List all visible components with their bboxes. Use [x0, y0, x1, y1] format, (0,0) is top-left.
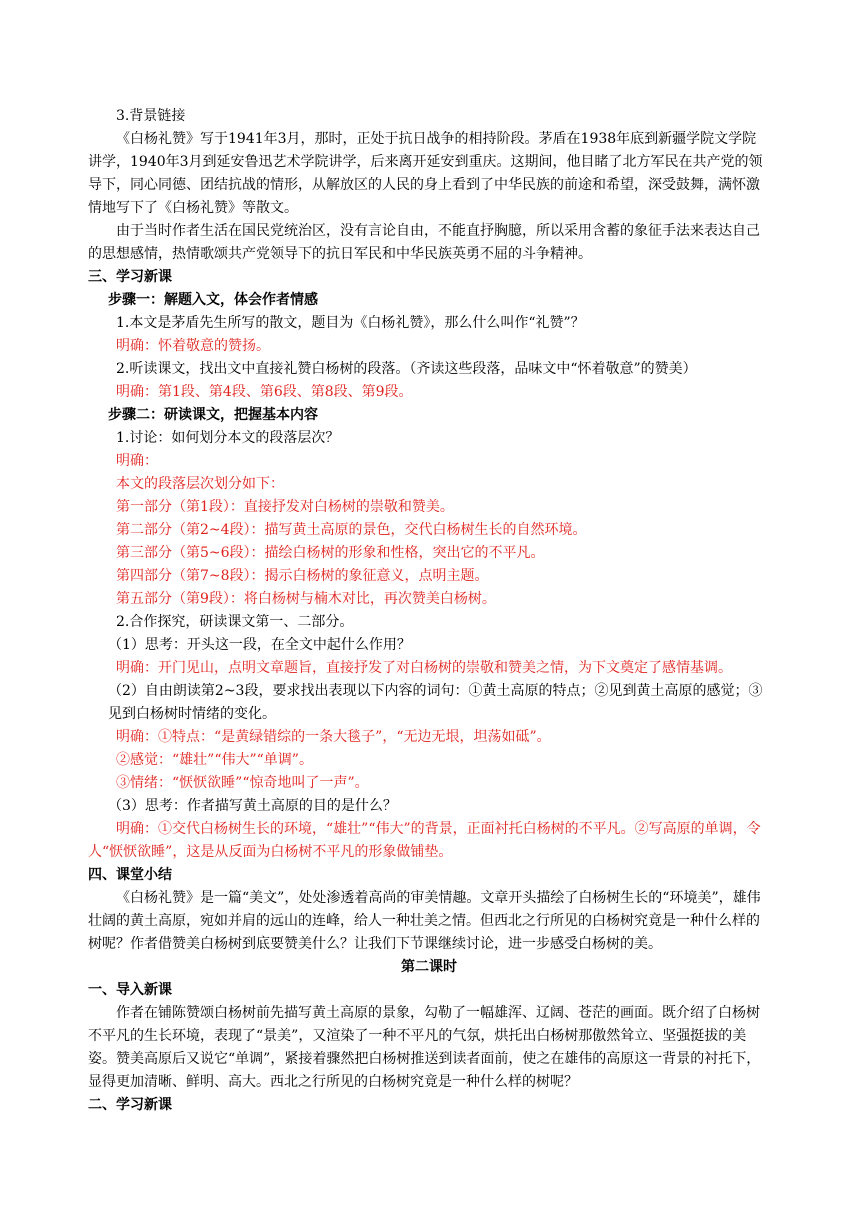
answer: ②感觉：“雄壮”“伟大”“单调”。 — [116, 752, 313, 768]
answer: 明确：①特点：“是黄绿错综的一条大毯子”，“无边无垠，坦荡如砥”。 — [116, 729, 551, 745]
section-heading: 二、学习新课 — [88, 1097, 172, 1113]
document-body — [88, 105, 770, 1117]
answer: 明确：怀着敬意的赞扬。 — [116, 338, 270, 354]
question: 2.合作探究，研读课文第一、二部分。 — [116, 614, 354, 630]
answer: 明确：开门见山，点明文章题旨，直接抒发了对白杨树的崇敬和赞美之情，为下文奠定了感情基调。 — [116, 660, 732, 676]
paragraph: 作者在铺陈赞颂白杨树前先描写黄土高原的景象，勾勒了一幅雄浑、辽阔、苍茫的画面。既介绍了白杨树不平凡的生长环境，表现了“景美”，又渲染了一种不平凡的气氛，烘托出白杨树那傲然耸立、坚强挺拔的美姿。赞美高原后又说它“单调”，紧接着骤然把白杨树推送到读者面前，使之在雄伟的高原这一背景的衬托下，显得更加清晰、鲜明、高大。西北之行所见的白杨树究竟是一种什么样的树呢？ — [88, 1005, 761, 1090]
section-heading: 3.背景链接 — [116, 108, 186, 124]
section-heading: 四、课堂小结 — [88, 867, 172, 883]
answer: 明确：第1段、第4段、第6段、第8段、第9段。 — [116, 384, 413, 400]
paragraph: 《白杨礼赞》是一篇“美文”，处处渗透着高尚的审美情趣。文章开头描绘了白杨树生长的“环境美”，雄伟壮阔的黄土高原，宛如并肩的远山的连峰，给人一种壮美之情。但西北之行所见的白杨树究竟是一种什么样的树呢？作者借赞美白杨树到底要赞美什么？让我们下节课继续讨论，进一步感受白杨树的美。 — [88, 890, 761, 952]
answer: 明确：①交代白杨树生长的环境，“雄壮”“伟大”的背景，正面衬托白杨树的不平凡。②写高原的单调，令人“恹恹欲睡”，这是从反面为白杨树不平凡的形象做铺垫。 — [88, 821, 761, 860]
paragraph: 《白杨礼赞》写于1941年3月，那时，正处于抗日战争的相持阶段。茅盾在1938年底到新疆学院文学院讲学，1940年3月到延安鲁迅艺术学院讲学，后来离开延安到重庆。这期间，他目睹了北方军民在共产党的领导下，同心同德、团结抗战的情形，从解放区的人民的身上看到了中华民族的前途和希望，深受鼓舞，满怀激情地写下了《白杨礼赞》等散文。 — [88, 131, 763, 216]
answer: 本文的段落层次划分如下： — [116, 476, 284, 492]
question: 1.讨论：如何划分本文的段落层次？ — [116, 430, 340, 446]
answer: ③情绪：“恹恹欲睡”“惊奇地叫了一声”。 — [116, 775, 369, 791]
answer: 明确： — [116, 453, 158, 469]
answer-part: 第一部分（第1段）：直接抒发对白杨树的崇敬和赞美。 — [116, 499, 454, 515]
question: （3）思考：作者描写黄土高原的目的是什么？ — [108, 798, 397, 814]
question: （2）自由朗读第2~3段，要求找出表现以下内容的词句：①黄土高原的特点；②见到黄土高原的感觉；③见到白杨树时情绪的变化。 — [108, 683, 763, 722]
step-title: 步骤二：研读课文，把握基本内容 — [108, 407, 318, 423]
question: 1.本文是茅盾先生所写的散文，题目为《白杨礼赞》，那么什么叫作“礼赞”？ — [116, 315, 585, 331]
step-title: 步骤一：解题入文，体会作者情感 — [108, 292, 318, 308]
question: （1）思考：开头这一段，在全文中起什么作用？ — [108, 637, 411, 653]
paragraph: 由于当时作者生活在国民党统治区，没有言论自由，不能直抒胸臆，所以采用含蓄的象征手法来表达自己的思想感情，热情歌颂共产党领导下的抗日军民和中华民族英勇不屈的斗争精神。 — [88, 223, 760, 262]
answer-part: 第五部分（第9段）：将白杨树与楠木对比，再次赞美白杨树。 — [116, 591, 496, 607]
section-heading: 一、导入新课 — [88, 982, 172, 998]
lesson-title: 第二课时 — [401, 959, 457, 975]
answer-part: 第二部分（第2~4段）：描写黄土高原的景色，交代白杨树生长的自然环境。 — [116, 522, 587, 538]
answer-part: 第四部分（第7~8段）：揭示白杨树的象征意义，点明主题。 — [116, 568, 489, 584]
answer-part: 第三部分（第5~6段）：描绘白杨树的形象和性格，突出它的不平凡。 — [116, 545, 545, 561]
question: 2.听读课文，找出文中直接礼赞白杨树的段落。（齐读这些段落，品味文中“怀着敬意”的赞美） — [116, 361, 697, 377]
section-heading: 三、学习新课 — [88, 269, 172, 285]
